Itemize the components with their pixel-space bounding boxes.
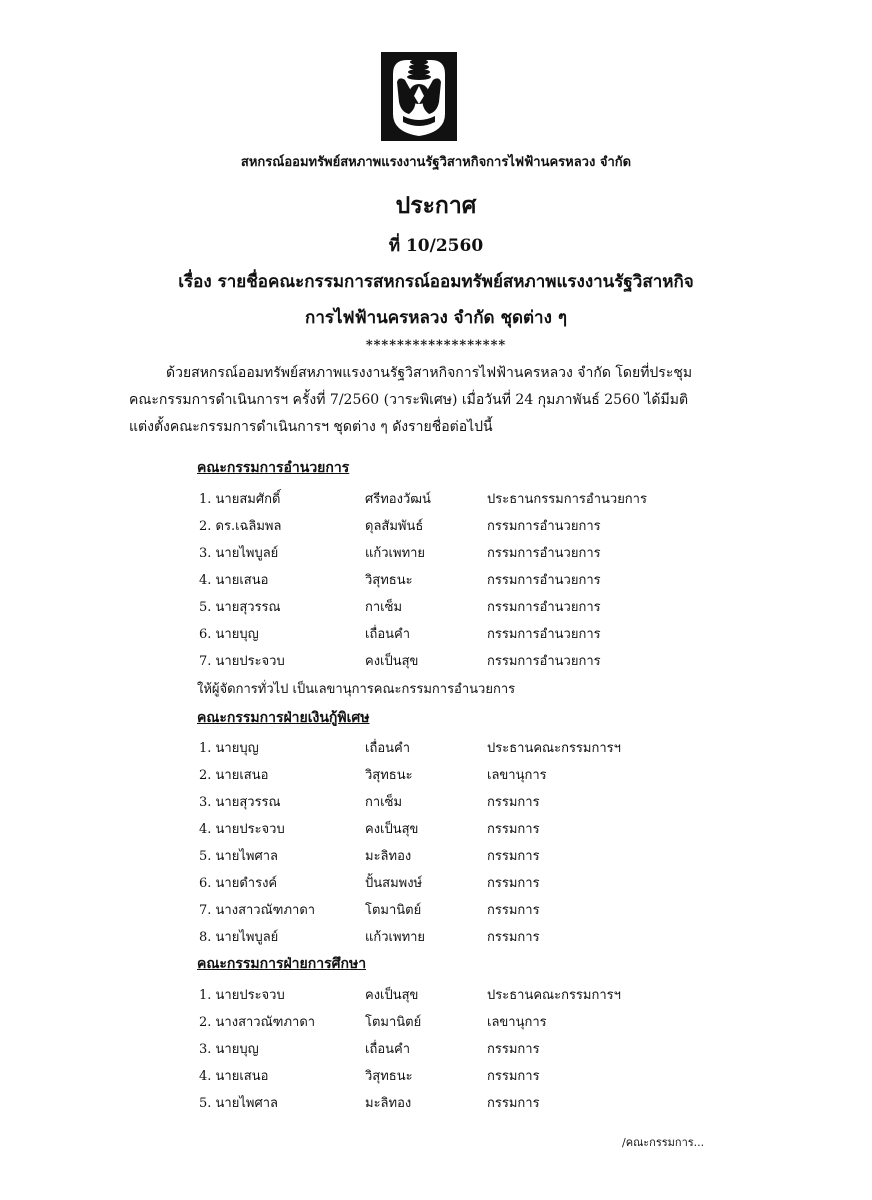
committee-heading-special-loan: คณะกรรมการฝ่ายเงินกู้พิเศษ [197, 710, 370, 726]
member-surname: วิสุทธนะ [365, 768, 413, 783]
member-role: กรรมการอำนวยการ [487, 519, 601, 534]
intro-line-1: ด้วยสหกรณ์ออมทรัพย์สหภาพแรงงานรัฐวิสาหกิจการไฟฟ้านครหลวง จำกัด โดยที่ประชุม [166, 365, 693, 381]
member-name: 3. นายสุวรรณ [199, 795, 281, 810]
member-role: กรรมการ [487, 930, 540, 945]
committee-heading-education: คณะกรรมการฝ่ายการศึกษา [197, 956, 367, 972]
table-row [0, 596, 872, 616]
member-surname: แก้วเพทาย [365, 930, 426, 945]
subject-line-2: การไฟฟ้านครหลวง จำกัด ชุดต่าง ๆ [305, 308, 567, 328]
member-name: 3. นายไพบูลย์ [199, 546, 279, 561]
table-row [0, 1092, 872, 1112]
document-title: ประกาศ [395, 192, 477, 219]
announcement-number: ที่ 10/2560 [388, 236, 484, 256]
member-surname: เถื่อนคำ [365, 741, 411, 756]
member-name: 7. นางสาวณัฑภาดา [199, 903, 316, 918]
member-role: กรรมการ [487, 1042, 540, 1057]
member-role: กรรมการ [487, 1096, 540, 1111]
member-surname: มะลิทอง [365, 1096, 412, 1111]
table-row [0, 515, 872, 535]
member-surname: คงเป็นสุข [365, 654, 419, 669]
member-role: กรรมการ [487, 1069, 540, 1084]
member-name: 7. นายประจวบ [199, 654, 285, 669]
member-surname: กาเซ็ม [365, 600, 403, 615]
member-role: กรรมการ [487, 876, 540, 891]
table-row [0, 623, 872, 643]
member-name: 2. นางสาวณัฑภาดา [199, 1015, 316, 1030]
member-role: กรรมการอำนวยการ [487, 600, 601, 615]
member-surname: โตมานิตย์ [365, 903, 422, 918]
member-name: 3. นายบุญ [199, 1042, 259, 1057]
member-surname: คงเป็นสุข [365, 988, 419, 1003]
table-row [0, 1065, 872, 1085]
member-role: ประธานคณะกรรมการฯ [487, 988, 621, 1003]
member-role: ประธานคณะกรรมการฯ [487, 741, 621, 756]
member-role: กรรมการอำนวยการ [487, 546, 601, 561]
table-row [0, 650, 872, 670]
member-surname: แก้วเพทาย [365, 546, 426, 561]
member-surname: มะลิทอง [365, 849, 412, 864]
member-surname: ปั้นสมพงษ์ [365, 876, 423, 891]
separator: ****************** [365, 338, 507, 353]
member-name: 5. นายสุวรรณ [199, 600, 281, 615]
table-row [0, 488, 872, 508]
table-row [0, 926, 872, 946]
member-name: 4. นายเสนอ [199, 573, 269, 588]
intro-line-2: คณะกรรมการดำเนินการฯ ครั้งที่ 7/2560 (วาระพิเศษ) เมื่อวันที่ 24 กุมภาพันธ์ 2560 ได้มีมติ [129, 392, 689, 408]
member-surname: ดุลสัมพันธ์ [365, 519, 424, 534]
member-surname: วิสุทธนะ [365, 573, 413, 588]
table-row [0, 984, 872, 1004]
table-row [0, 818, 872, 838]
logo-emblem-icon [381, 52, 457, 141]
committee-heading-executive: คณะกรรมการอำนวยการ [197, 460, 350, 476]
member-name: 2. นายเสนอ [199, 768, 269, 783]
member-name: 4. นายประจวบ [199, 822, 285, 837]
member-name: 2. ดร.เฉลิมพล [199, 519, 282, 534]
table-row [0, 872, 872, 892]
table-row [0, 737, 872, 757]
member-role: เลขานุการ [487, 1015, 547, 1030]
member-name: 1. นายสมศักดิ์ [199, 492, 281, 507]
member-name: 6. นายบุญ [199, 627, 259, 642]
member-name: 5. นายไพศาล [199, 849, 278, 864]
member-role: กรรมการ [487, 903, 540, 918]
member-role: เลขานุการ [487, 768, 547, 783]
table-row [0, 845, 872, 865]
member-name: 4. นายเสนอ [199, 1069, 269, 1084]
member-surname: คงเป็นสุข [365, 822, 419, 837]
member-name: 6. นายดำรงค์ [199, 876, 278, 891]
member-role: กรรมการ [487, 849, 540, 864]
organization-name: สหกรณ์ออมทรัพย์สหภาพแรงงานรัฐวิสาหกิจการไฟฟ้านครหลวง จำกัด [240, 155, 632, 170]
member-role: กรรมการอำนวยการ [487, 627, 601, 642]
member-surname: ศรีทองวัฒน์ [365, 492, 431, 507]
table-row [0, 899, 872, 919]
table-row [0, 1011, 872, 1031]
member-role: กรรมการอำนวยการ [487, 573, 601, 588]
member-name: 1. นายประจวบ [199, 988, 285, 1003]
table-row [0, 1038, 872, 1058]
member-surname: เถื่อนคำ [365, 627, 411, 642]
table-row [0, 791, 872, 811]
continued-marker: /คณะกรรมการ... [622, 1136, 705, 1149]
member-name: 5. นายไพศาล [199, 1096, 278, 1111]
member-role: ประธานกรรมการอำนวยการ [487, 492, 647, 507]
table-row [0, 764, 872, 784]
table-row [0, 569, 872, 589]
member-surname: วิสุทธนะ [365, 1069, 413, 1084]
cooperative-logo [381, 52, 457, 141]
member-surname: โตมานิตย์ [365, 1015, 422, 1030]
member-role: กรรมการ [487, 822, 540, 837]
member-role: กรรมการอำนวยการ [487, 654, 601, 669]
table-row [0, 542, 872, 562]
member-role: กรรมการ [487, 795, 540, 810]
intro-line-3: แต่งตั้งคณะกรรมการดำเนินการฯ ชุดต่าง ๆ ดังรายชื่อต่อไปนี้ [129, 419, 493, 435]
member-name: 1. นายบุญ [199, 741, 259, 756]
member-surname: กาเซ็ม [365, 795, 403, 810]
member-name: 8. นายไพบูลย์ [199, 930, 279, 945]
subject-line-1: เรื่อง รายชื่อคณะกรรมการสหกรณ์ออมทรัพย์สหภาพแรงงานรัฐวิสาหกิจ [178, 272, 694, 292]
member-surname: เถื่อนคำ [365, 1042, 411, 1057]
committee-note: ให้ผู้จัดการทั่วไป เป็นเลขานุการคณะกรรมการอำนวยการ [197, 682, 516, 697]
